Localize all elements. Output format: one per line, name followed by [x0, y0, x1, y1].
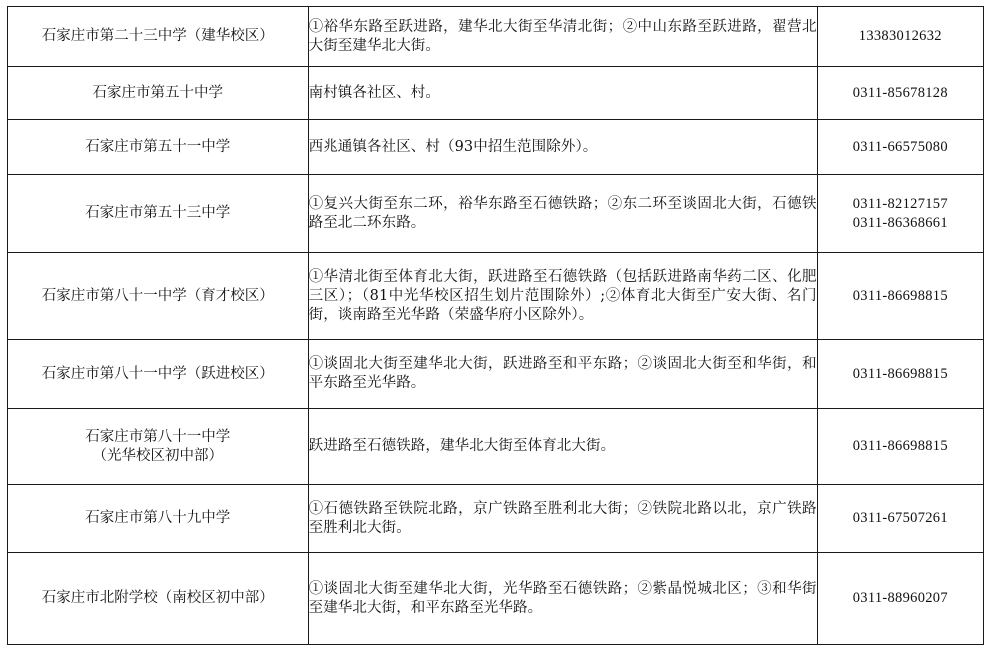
phone-number: 0311-66575080: [852, 138, 948, 155]
phone-cell: [817, 67, 983, 120]
school-name: 石家庄市第五十三中学: [85, 205, 231, 221]
table-row: [8, 120, 984, 175]
school-name-cell: [8, 553, 309, 645]
table-row: [8, 553, 984, 645]
enrollment-area-cell: ①华清北街至体育北大街，跃进路至石德铁路（包括跃进路南华药二区、化肥三区）；（81中光华校区招生划片范围除外）;②体育北大街至广安大街、名门街，谈南路至光华路（荣盛华府小区除外）。: [308, 253, 817, 340]
school-name-cell: [8, 175, 309, 253]
phone-cell: [817, 120, 983, 175]
phone-number: 13383012632: [858, 28, 942, 44]
phone-cell: [817, 409, 983, 485]
school-name: 石家庄市第五十中学: [92, 84, 224, 101]
school-name-cell: [8, 485, 309, 553]
enrollment-area-cell: ①谈固北大街至建华北大街，跃进路至和平东路；②谈固北大街至和华街，和平东路至光华路。: [308, 340, 817, 409]
phone-number: 0311-88960207: [852, 590, 948, 606]
table-row: [8, 253, 984, 340]
school-name-cell: [8, 340, 309, 409]
enrollment-area-cell: ①复兴大街至东二环，裕华东路至石德铁路；②东二环至谈固北大街，石德铁路至北二环东路。: [308, 175, 817, 253]
phone-cell: [817, 7, 983, 67]
enrollment-area-cell: ①裕华东路至跃进路，建华北大街至华清北街；②中山东路至跃进路，翟营北大街至建华北大街。: [308, 7, 817, 67]
phone-cell: [817, 253, 983, 340]
phone-cell: [817, 340, 983, 409]
enrollment-area-cell: ①石德铁路至铁院北路，京广铁路至胜利北大街；②铁院北路以北，京广铁路至胜利北大街。: [308, 485, 817, 553]
table-row: [8, 340, 984, 409]
phone-number: 0311-86698815: [852, 438, 948, 454]
phone-number: 0311-67507261: [852, 510, 948, 526]
school-name-cell: [8, 7, 309, 67]
school-name: 石家庄市第八十一中学（育才校区）: [41, 287, 274, 304]
school-name: 石家庄市北附学校（南校区初中部）: [41, 590, 274, 606]
enrollment-area-cell: ①谈固北大街至建华北大街，光华路至石德铁路；②紫晶悦城北区；③和华街至建华北大街，和平东路至光华路。: [308, 553, 817, 645]
phone-number: 0311-86698815: [852, 365, 948, 382]
enrollment-area-cell: 跃进路至石德铁路，建华北大街至体育北大街。: [308, 409, 817, 485]
school-name-cell: [8, 409, 309, 485]
table-row: [8, 175, 984, 253]
enrollment-area-cell: 西兆通镇各社区、村（93中招生范围除外）。: [308, 120, 817, 175]
school-name: 石家庄市第五十一中学: [85, 138, 231, 155]
table-body: [8, 7, 984, 645]
phone-number: 0311-85678128: [852, 84, 948, 101]
table-row: [8, 409, 984, 485]
phone-number: 0311-82127157: [852, 195, 948, 212]
school-name: 石家庄市第八十一中学（跃进校区）: [41, 365, 274, 382]
school-name-cell: [8, 67, 309, 120]
phone-cell: [817, 175, 983, 253]
phone-cell: [817, 485, 983, 553]
table-row: [8, 67, 984, 120]
phone-number: 0311-86368661: [852, 214, 948, 231]
school-name-cell: [8, 253, 309, 340]
school-name: 石家庄市第八十九中学: [85, 510, 231, 526]
school-name: 石家庄市第二十三中学（建华校区）: [41, 28, 274, 44]
enrollment-area-cell: 南村镇各社区、村。: [308, 67, 817, 120]
table-row: [8, 7, 984, 67]
school-name-cell: [8, 120, 309, 175]
school-name: 石家庄市第八十一中学: [85, 428, 231, 445]
school-campus-note: （光华校区初中部）: [92, 447, 224, 464]
table-row: [8, 485, 984, 553]
phone-number: 0311-86698815: [852, 287, 948, 304]
phone-cell: [817, 553, 983, 645]
enrollment-zone-table: [7, 6, 984, 645]
